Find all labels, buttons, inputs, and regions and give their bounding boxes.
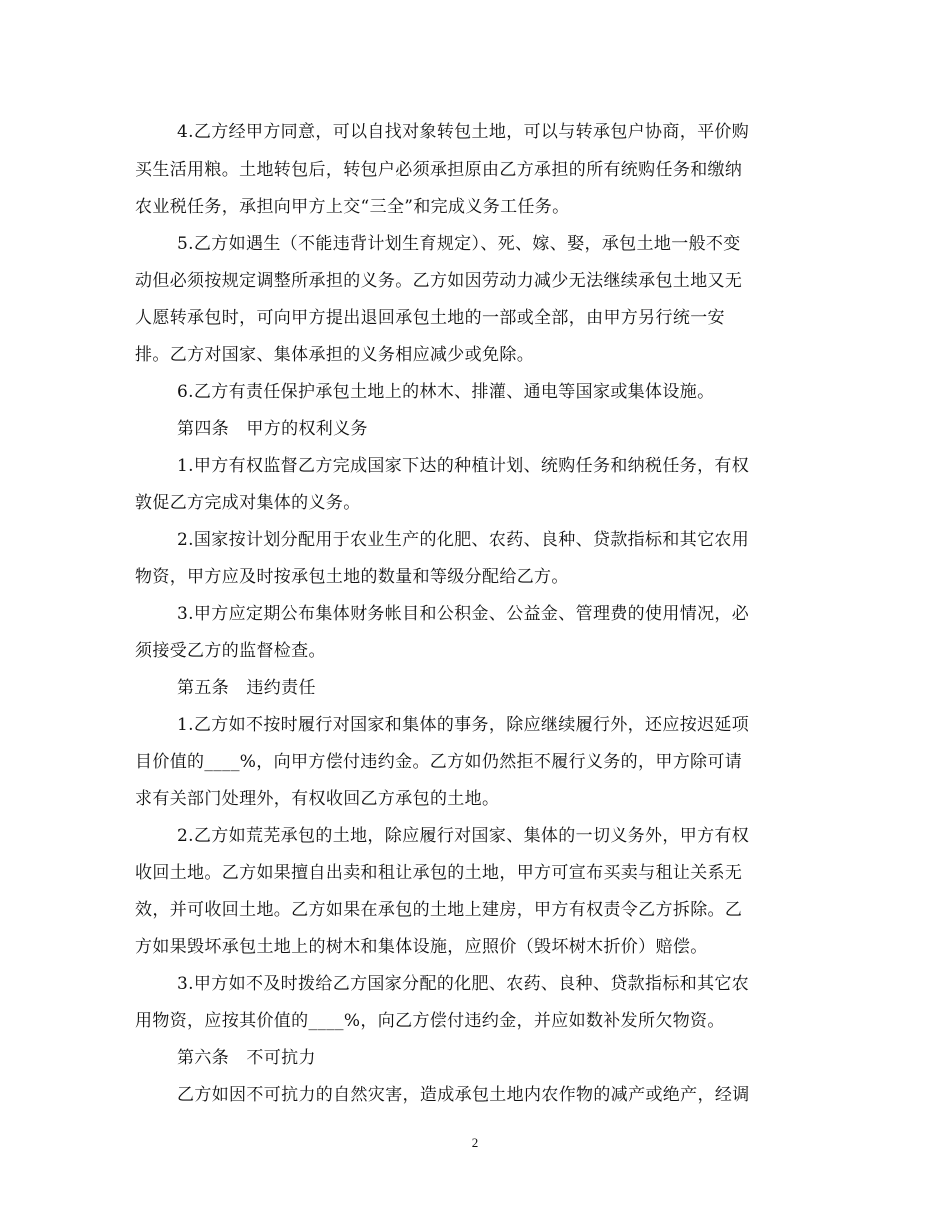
paragraph-line: 动但必须按规定调整所承担的义务。乙方如因劳动力减少无法继续承包土地又无 <box>135 271 743 291</box>
paragraph-line: 乙方如因不可抗力的自然灾害，造成承包土地内农作物的减产或绝产，经调 <box>177 1085 750 1105</box>
paragraph-line: 5.乙方如遇生（不能违背计划生育规定）、死、嫁、娶，承包土地一般不变 <box>177 234 741 254</box>
paragraph-line: 方如果毁坏承包土地上的树木和集体设施，应照价（毁坏树木折价）赔偿。 <box>135 937 708 957</box>
paragraph-line: 求有关部门处理外，有权收回乙方承包的土地。 <box>135 789 500 809</box>
section-heading: 第六条 不可抗力 <box>177 1048 316 1068</box>
paragraph-line: 收回土地。乙方如果擅自出卖和租让承包的土地，甲方可宣布买卖与租让关系无 <box>135 863 743 883</box>
paragraph-line: 2.乙方如荒芜承包的土地，除应履行对国家、集体的一切义务外，甲方有权 <box>177 826 750 846</box>
paragraph-line: 物资，甲方应及时按承包土地的数量和等级分配给乙方。 <box>135 567 569 587</box>
paragraph-line: 人愿转承包时，可向甲方提出退回承包土地的一部或全部，由甲方另行统一安 <box>135 308 725 328</box>
paragraph-line: 目价值的____%，向甲方偿付违约金。乙方如仍然拒不履行义务的，甲方除可请 <box>135 752 743 772</box>
section-heading: 第四条 甲方的权利义务 <box>177 419 368 439</box>
paragraph-line: 1.甲方有权监督乙方完成国家下达的种植计划、统购任务和纳税任务，有权 <box>177 456 750 476</box>
paragraph-line: 效，并可收回土地。乙方如果在承包的土地上建房，甲方有权责令乙方拆除。乙 <box>135 900 743 920</box>
section-heading: 第五条 违约责任 <box>177 678 316 698</box>
paragraph-line: 6.乙方有责任保护承包土地上的林木、排灌、通电等国家或集体设施。 <box>177 382 715 402</box>
paragraph-line: 敦促乙方完成对集体的义务。 <box>135 493 361 513</box>
paragraph-line: 用物资，应按其价值的____%，向乙方偿付违约金，并应如数补发所欠物资。 <box>135 1011 725 1031</box>
paragraph-line: 2.国家按计划分配用于农业生产的化肥、农药、良种、贷款指标和其它农用 <box>177 530 750 550</box>
paragraph-line: 1.乙方如不按时履行对国家和集体的事务，除应继续履行外，还应按迟延项 <box>177 715 750 735</box>
paragraph-line: 排。乙方对国家、集体承担的义务相应减少或免除。 <box>135 345 535 365</box>
page-number: 2 <box>471 1135 479 1150</box>
paragraph-line: 须接受乙方的监督检查。 <box>135 641 326 661</box>
paragraph-line: 3.甲方如不及时拨给乙方国家分配的化肥、农药、良种、贷款指标和其它农 <box>177 974 750 994</box>
paragraph-line: 买生活用粮。土地转包后，转包户必须承担原由乙方承担的所有统购任务和缴纳 <box>135 160 743 180</box>
paragraph-line: 4.乙方经甲方同意，可以自找对象转包土地，可以与转承包户协商，平价购 <box>177 122 750 142</box>
paragraph-line: 3.甲方应定期公布集体财务帐目和公积金、公益金、管理费的使用情况，必 <box>177 604 750 624</box>
paragraph-line: 农业税任务，承担向甲方上交“三全”和完成义务工任务。 <box>135 197 570 217</box>
